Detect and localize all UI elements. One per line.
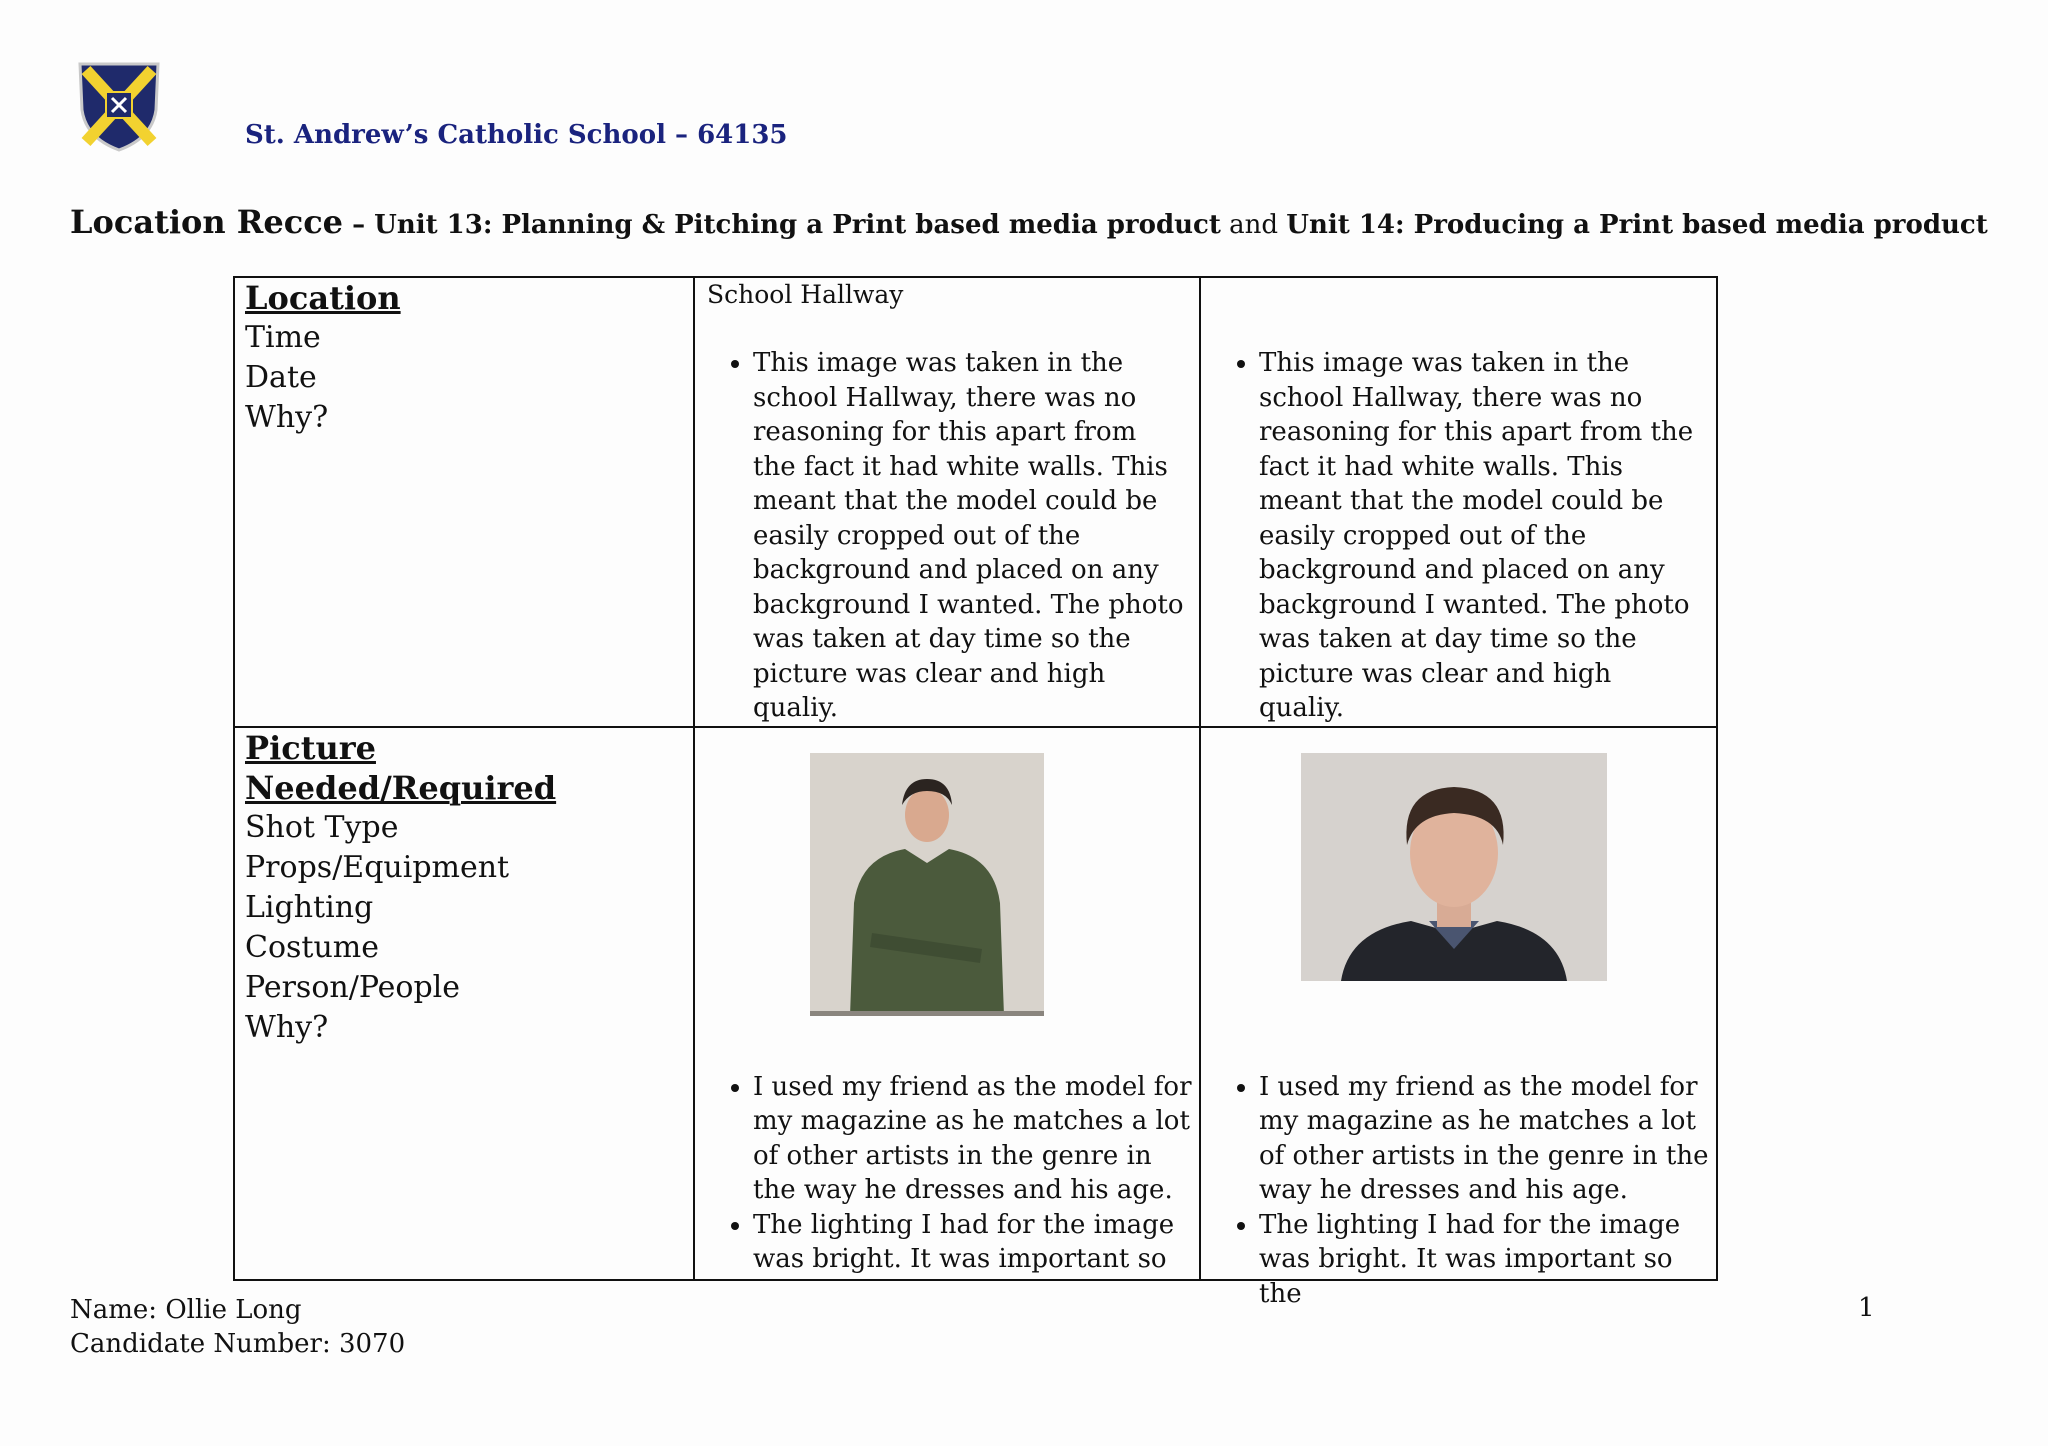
- title-unit13: Unit 13: Planning & Pitching a Print based media product: [374, 210, 1221, 240]
- location-heading: Location: [245, 279, 401, 317]
- list-item: • The lighting I had for the image was bright. It was important so: [753, 1208, 1195, 1277]
- table-row-picture: [234, 727, 1717, 1280]
- candidate-number: Candidate Number: 3070: [70, 1329, 406, 1359]
- recce-table: [233, 276, 1718, 1309]
- picture-heading: Picture Needed/Required: [245, 728, 557, 807]
- title-dash: –: [343, 210, 375, 240]
- student-name: Name: Ollie Long: [70, 1295, 302, 1325]
- picture-detail-cell-1: [694, 727, 1200, 1280]
- list-item: • The lighting I had for the image was bright. It was important so the: [1259, 1208, 1712, 1312]
- title-and: and: [1220, 210, 1287, 240]
- location-notes-1: [707, 346, 1187, 726]
- page-title: [70, 203, 1988, 241]
- page-number: 1: [1858, 1293, 1875, 1323]
- picture-detail-cell-2: [1200, 727, 1717, 1309]
- picture-notes-1: [707, 1070, 1195, 1277]
- label-date: Date: [245, 360, 317, 395]
- label-props: Props/Equipment: [245, 849, 510, 885]
- school-name: St. Andrew’s Catholic School – 64135: [245, 120, 788, 150]
- location-labels-cell: [234, 277, 694, 727]
- label-shot-type: Shot Type: [245, 809, 399, 845]
- school-crest-icon: [76, 58, 162, 154]
- label-time: Time: [245, 320, 321, 355]
- list-item: • This image was taken in the school Hallway, there was no reasoning for this apart from the fact it had white walls. This meant that the model could be easily cropped out of the background and placed on any background I wanted. The photo was taken at day time so the picture was clear and high qualiy.: [1259, 346, 1704, 726]
- location-notes-2: [1213, 346, 1704, 726]
- location-name: School Hallway: [707, 280, 904, 309]
- location-detail-cell-1: [694, 277, 1200, 727]
- label-lighting: Lighting: [245, 889, 374, 925]
- list-item: • This image was taken in the school Hallway, there was no reasoning for this apart from the fact it had white walls. This meant that the model could be easily cropped out of the background and placed on any background I wanted. The photo was taken at day time so the picture was clear and high qualiy.: [753, 346, 1187, 726]
- list-item: • I used my friend as the model for my magazine as he matches a lot of other artists in the genre in the way he dresses and his age.: [753, 1070, 1195, 1208]
- model-photo-medium-shot: [810, 753, 1044, 1016]
- model-photo-close-up: [1301, 753, 1607, 981]
- picture-labels-cell: [234, 727, 694, 1280]
- footer-info: [70, 1293, 405, 1361]
- location-detail-cell-2: [1200, 277, 1717, 727]
- label-costume: Costume: [245, 929, 379, 965]
- title-unit14: Unit 14: Producing a Print based media product: [1286, 210, 1988, 240]
- location-name-empty: [1213, 278, 1704, 312]
- label-person: Person/People: [245, 969, 461, 1005]
- title-main: Location Recce: [70, 203, 344, 241]
- table-row-location: [234, 277, 1717, 727]
- picture-notes-2: [1213, 1070, 1712, 1312]
- label-why: Why?: [245, 400, 329, 435]
- list-item: • I used my friend as the model for my magazine as he matches a lot of other artists in the genre in the way he dresses and his age.: [1259, 1070, 1712, 1208]
- label-why: Why?: [245, 1009, 329, 1045]
